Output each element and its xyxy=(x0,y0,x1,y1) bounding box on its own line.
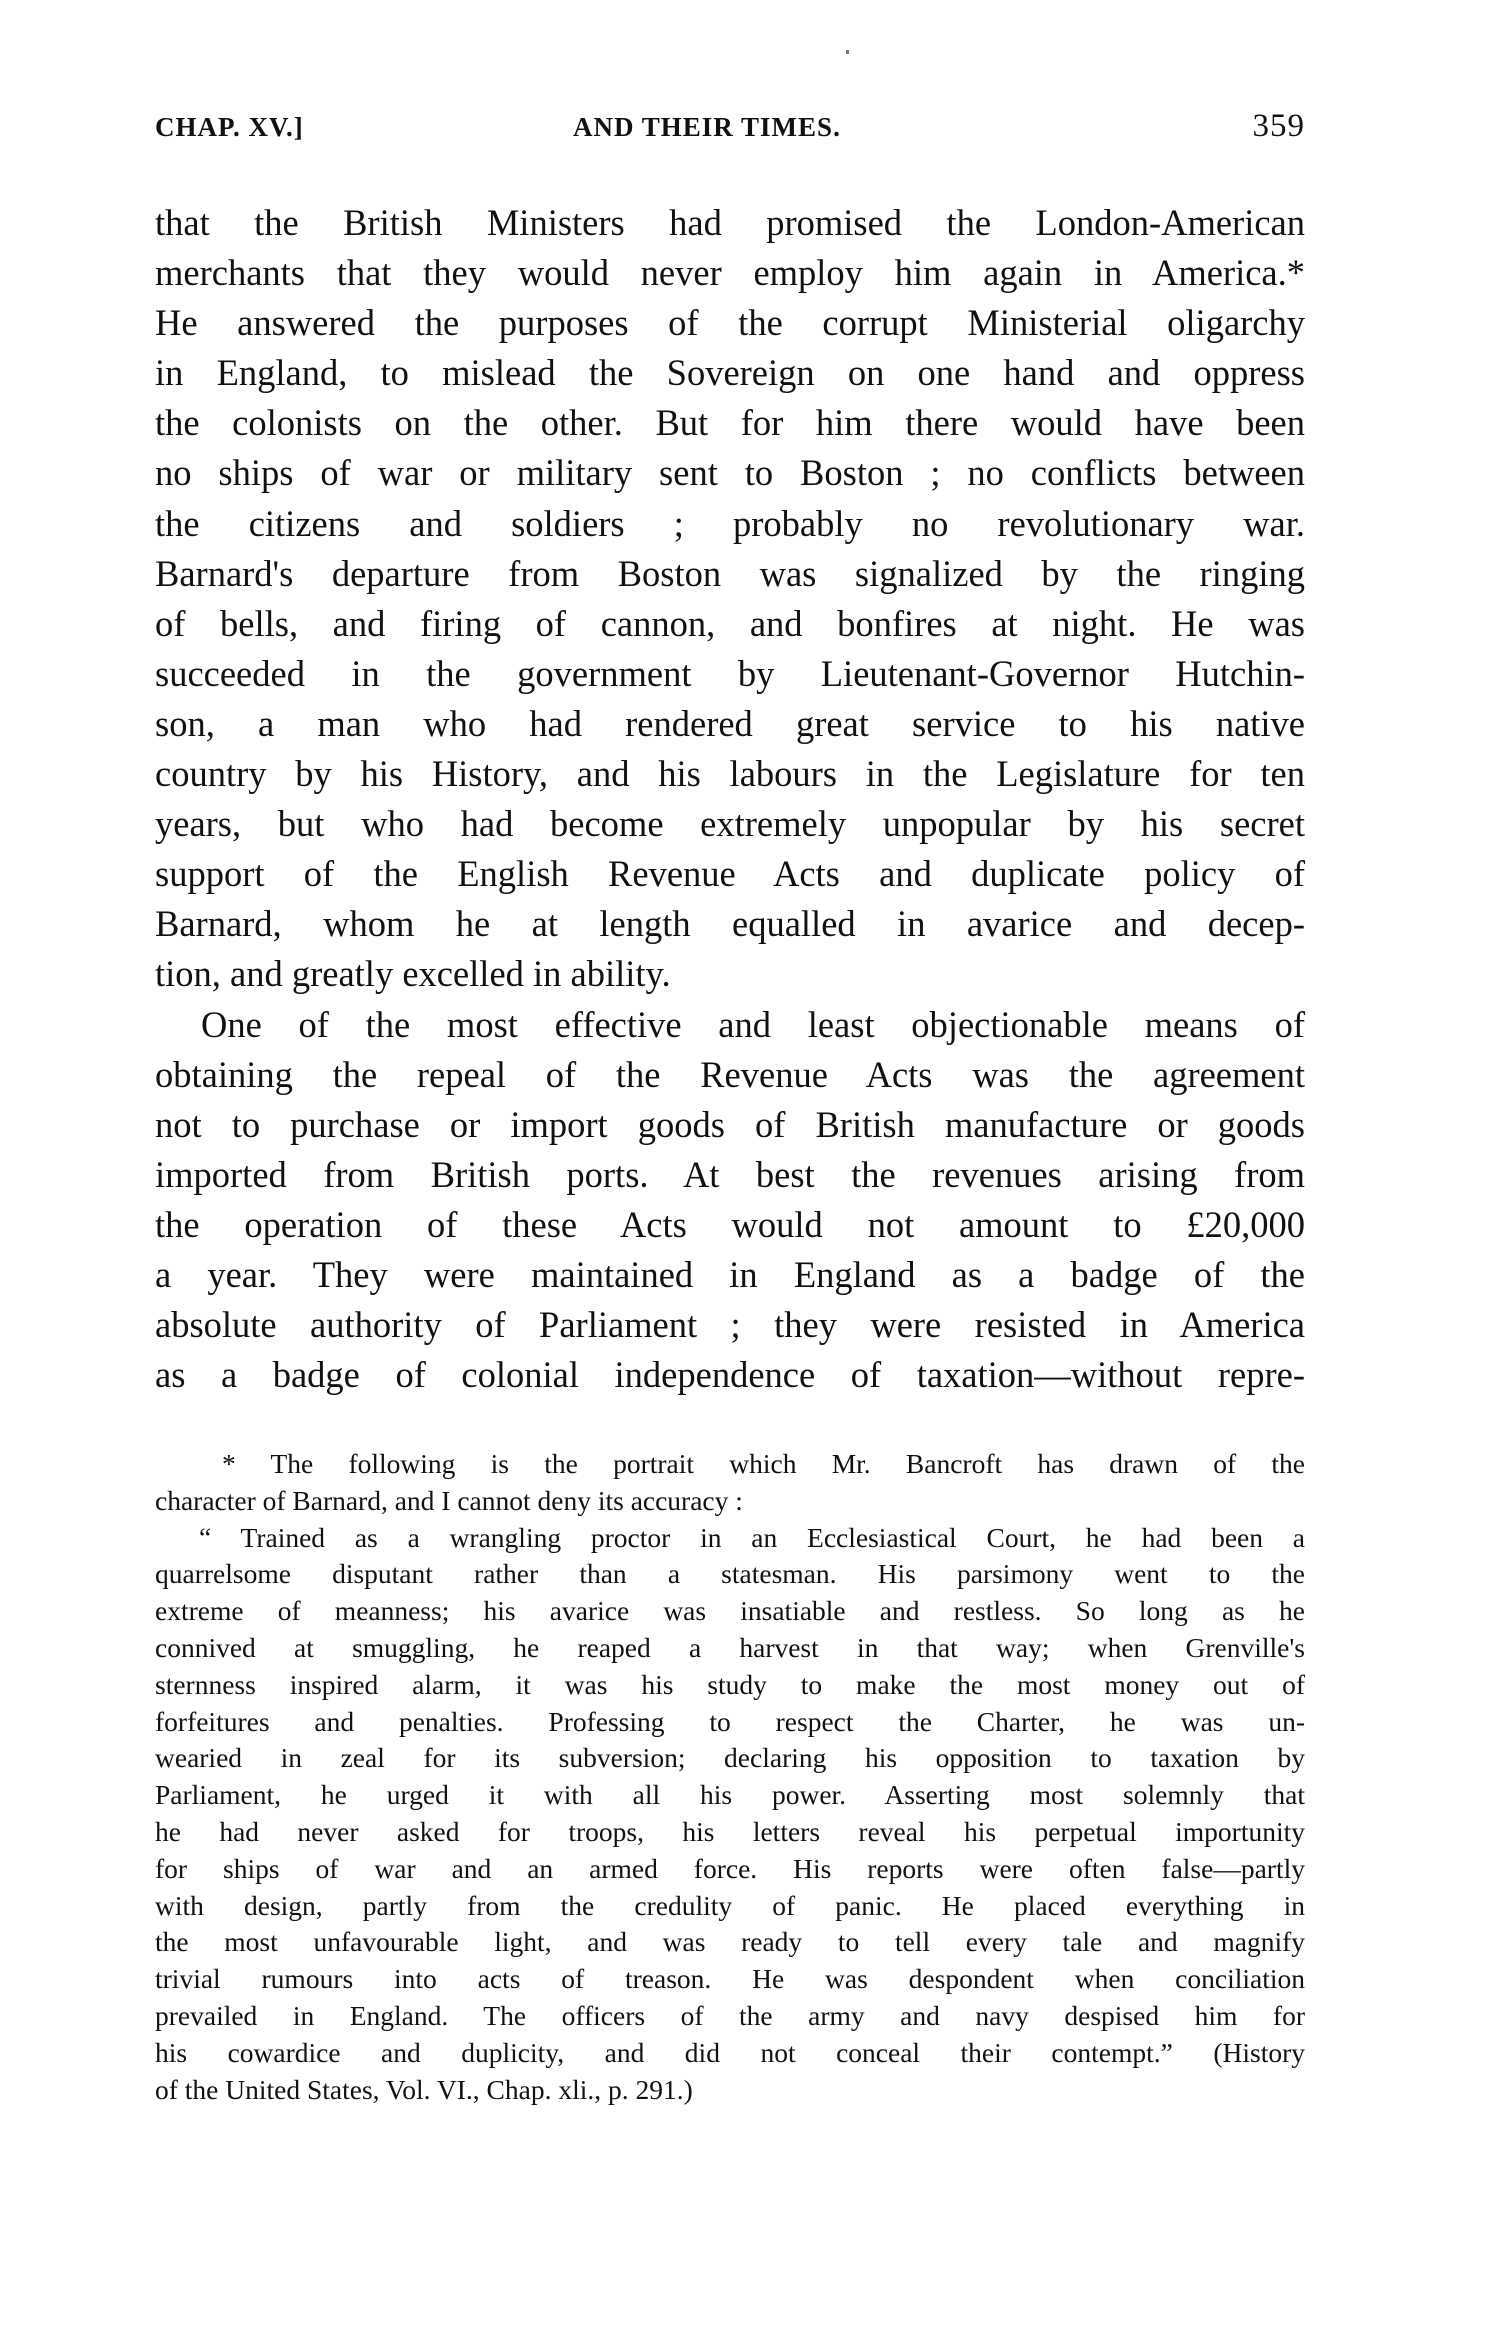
running-title: AND THEIR TIMES. xyxy=(573,112,841,142)
page-number: 359 xyxy=(1252,108,1305,144)
footnote-line: for ships of war and an armed force. His reports were often false—partly xyxy=(155,1852,1305,1884)
footnote-line: “ Trained as a wrangling proctor in an Ecclesiastical Court, he had been a xyxy=(199,1521,1305,1553)
text-line: of bells, and firing of cannon, and bonfires at night. He was xyxy=(155,602,1305,644)
text-line: son, a man who had rendered great service to his native xyxy=(155,702,1305,744)
text-line: succeeded in the government by Lieutenant-Governor Hutchin- xyxy=(155,652,1305,694)
footnote-line: trivial rumours into acts of treason. He was despondent when conciliation xyxy=(155,1963,1305,1995)
chapter-label: CHAP. XV.] xyxy=(155,112,304,142)
text-line: as a badge of colonial independence of taxation—without repre- xyxy=(155,1354,1305,1396)
footnote-line: his cowardice and duplicity, and did not conceal their contempt.” (History xyxy=(155,2036,1305,2068)
footnote-line: connived at smuggling, he reaped a harvest in that way; when Grenville's xyxy=(155,1631,1305,1663)
footnote-line: of the United States, Vol. VI., Chap. xli., p. 291.) xyxy=(155,2073,693,2105)
text-line: no ships of war or military sent to Boston ; no conflicts between xyxy=(155,452,1305,494)
footnote-line: Parliament, he urged it with all his power. Asserting most solemnly that xyxy=(155,1779,1305,1811)
text-line: country by his History, and his labours in the Legislature for ten xyxy=(155,753,1305,795)
text-line: absolute authority of Parliament ; they were resisted in America xyxy=(155,1304,1305,1346)
text-line: merchants that they would never employ him again in America.* xyxy=(155,252,1305,294)
text-line: the operation of these Acts would not amount to £20,000 xyxy=(155,1203,1305,1245)
text-line: not to purchase or import goods of British manufacture or goods xyxy=(155,1103,1305,1145)
footnote-line: character of Barnard, and I cannot deny its accuracy : xyxy=(155,1484,743,1516)
text-line: imported from British ports. At best the revenues arising from xyxy=(155,1153,1305,1195)
footnote-line: * The following is the portrait which Mr. Bancroft has drawn of the xyxy=(222,1448,1305,1479)
text-line: a year. They were maintained in England as a badge of the xyxy=(155,1253,1305,1295)
footnote-line: he had never asked for troops, his letters reveal his perpetual importunity xyxy=(155,1815,1305,1847)
footnote-line: forfeitures and penalties. Professing to respect the Charter, he was un- xyxy=(155,1705,1305,1737)
text-line: tion, and greatly excelled in ability. xyxy=(155,953,671,995)
running-header xyxy=(155,108,1305,152)
text-line: that the British Ministers had promised the London-American xyxy=(155,202,1305,243)
text-line: He answered the purposes of the corrupt Ministerial oligarchy xyxy=(155,302,1305,344)
footnote-line: with design, partly from the credulity of panic. He placed everything in xyxy=(155,1889,1305,1921)
main-text xyxy=(155,198,1305,1400)
scan-speck xyxy=(846,50,849,54)
text-line: obtaining the repeal of the Revenue Acts was the agreement xyxy=(155,1053,1305,1095)
text-line: years, but who had become extremely unpopular by his secret xyxy=(155,803,1305,845)
text-line: One of the most effective and least objectionable means of xyxy=(201,1003,1305,1045)
footnote-line: quarrelsome disputant rather than a statesman. His parsimony went to the xyxy=(155,1558,1305,1590)
text-line: the citizens and soldiers ; probably no revolutionary war. xyxy=(155,502,1305,544)
text-line: support of the English Revenue Acts and duplicate policy of xyxy=(155,853,1305,895)
text-line: the colonists on the other. But for him there would have been xyxy=(155,402,1305,444)
footnote-line: extreme of meanness; his avarice was insatiable and restless. So long as he xyxy=(155,1595,1305,1627)
footnote-line: the most unfavourable light, and was ready to tell every tale and magnify xyxy=(155,1926,1305,1958)
text-line: Barnard's departure from Boston was signalized by the ringing xyxy=(155,552,1305,594)
footnote xyxy=(155,1446,1305,2108)
footnote-line: sternness inspired alarm, it was his study to make the most money out of xyxy=(155,1668,1305,1700)
footnote-line: prevailed in England. The officers of the army and navy despised him for xyxy=(155,1999,1305,2031)
text-line: in England, to mislead the Sovereign on one hand and oppress xyxy=(155,352,1305,394)
text-line: Barnard, whom he at length equalled in avarice and decep- xyxy=(155,903,1305,945)
footnote-line: wearied in zeal for its subversion; declaring his opposition to taxation by xyxy=(155,1742,1305,1774)
